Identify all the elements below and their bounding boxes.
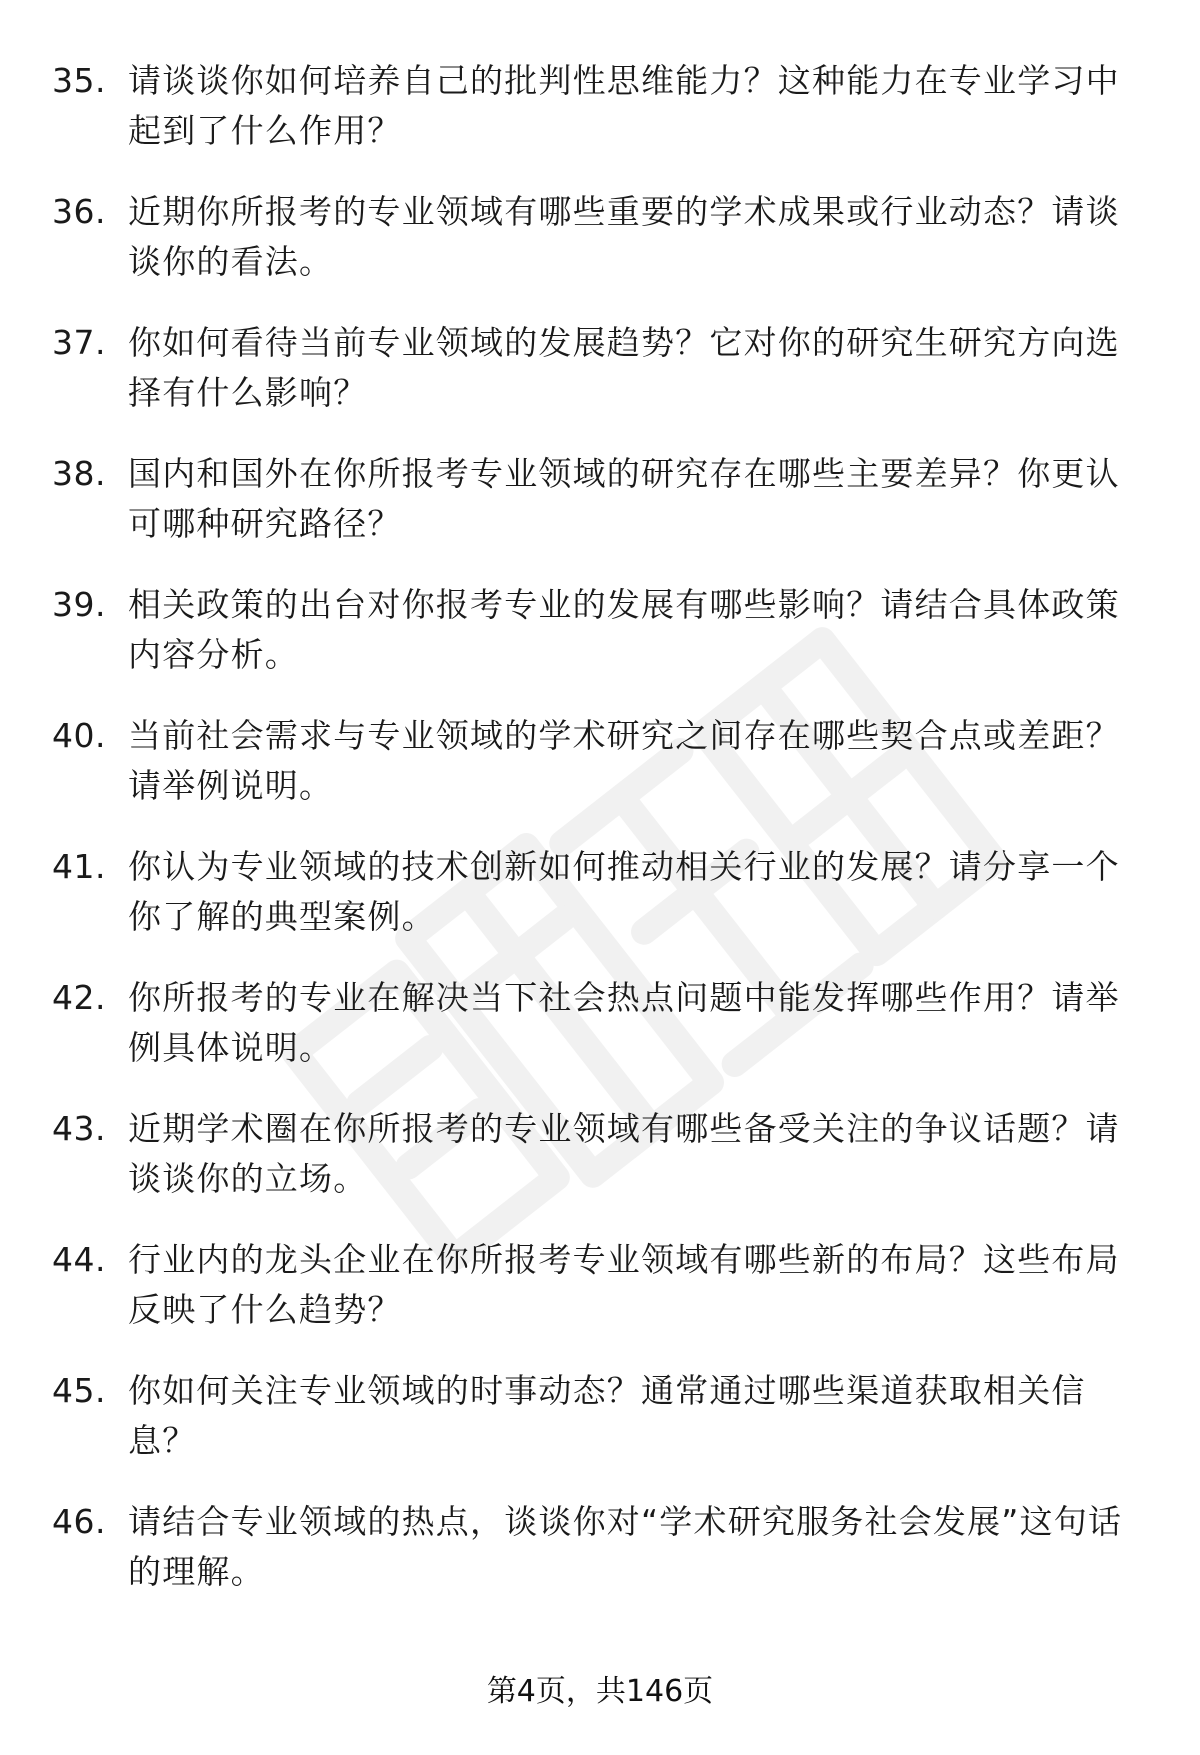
question-list (52, 56, 1152, 1628)
list-item (52, 1366, 1152, 1497)
question-number: 35. (52, 61, 106, 100)
list-item (52, 56, 1152, 187)
list-item (52, 842, 1152, 973)
question-text: 你认为专业领域的技术创新如何推动相关行业的发展？请分享一个你了解的典型案例。 (128, 847, 1120, 936)
question-text: 当前社会需求与专业领域的学术研究之间存在哪些契合点或差距？请举例说明。 (128, 716, 1120, 805)
question-text: 近期你所报考的专业领域有哪些重要的学术成果或行业动态？请谈谈你的看法。 (128, 192, 1120, 281)
question-text: 国内和国外在你所报考专业领域的研究存在哪些主要差异？你更认可哪种研究路径？ (128, 454, 1120, 543)
question-number: 43. (52, 1109, 106, 1148)
list-item (52, 580, 1152, 711)
question-number: 40. (52, 716, 106, 755)
question-text: 请谈谈你如何培养自己的批判性思维能力？这种能力在专业学习中起到了什么作用？ (128, 61, 1120, 150)
list-item (52, 1497, 1152, 1628)
question-text: 你所报考的专业在解决当下社会热点问题中能发挥哪些作用？请举例具体说明。 (128, 978, 1120, 1067)
question-text: 你如何关注专业领域的时事动态？通常通过哪些渠道获取相关信息？ (128, 1371, 1086, 1460)
list-item (52, 318, 1152, 449)
question-text: 行业内的龙头企业在你所报考专业领域有哪些新的布局？这些布局反映了什么趋势？ (128, 1240, 1120, 1329)
question-number: 44. (52, 1240, 106, 1279)
list-item (52, 1235, 1152, 1366)
question-number: 39. (52, 585, 106, 624)
list-item (52, 711, 1152, 842)
question-text: 你如何看待当前专业领域的发展趋势？它对你的研究生研究方向选择有什么影响？ (128, 323, 1120, 412)
question-number: 45. (52, 1371, 106, 1410)
question-number: 37. (52, 323, 106, 362)
list-item (52, 1104, 1152, 1235)
list-item (52, 187, 1152, 318)
question-number: 38. (52, 454, 106, 493)
question-text: 近期学术圈在你所报考的专业领域有哪些备受关注的争议话题？请谈谈你的立场。 (128, 1109, 1120, 1198)
list-item (52, 449, 1152, 580)
question-number: 42. (52, 978, 106, 1017)
page-number-footer: 第4页，共146页 (486, 1674, 714, 1709)
question-number: 46. (52, 1502, 106, 1541)
question-number: 41. (52, 847, 106, 886)
question-number: 36. (52, 192, 106, 231)
question-text: 相关政策的出台对你报考专业的发展有哪些影响？请结合具体政策内容分析。 (128, 585, 1120, 674)
list-item (52, 973, 1152, 1104)
question-text: 请结合专业领域的热点，谈谈你对“学术研究服务社会发展”这句话的理解。 (128, 1502, 1123, 1591)
